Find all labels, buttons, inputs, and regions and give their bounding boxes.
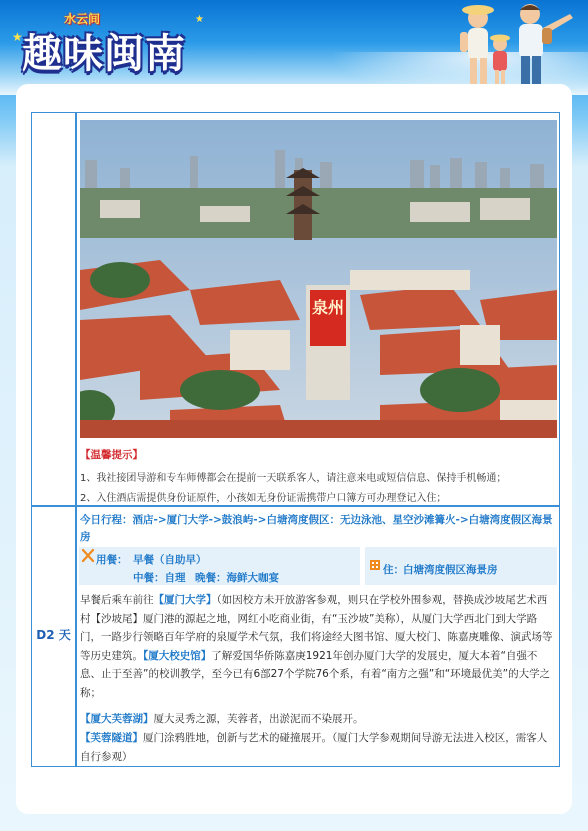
table-column-divider: [75, 112, 77, 767]
header-banner: [0, 0, 588, 95]
sign-char-1: 泉州: [311, 298, 345, 317]
star-icon: ★: [12, 30, 23, 44]
hotel-label: 住：: [383, 564, 404, 576]
highlight-furong-lake: 【厦大芙蓉湖】: [80, 713, 154, 725]
para-text: 了解爱国华侨陈嘉庚1921年创办厦门大学的发展史，厦大本着“自强不息、止于至善”的校训教学，至今已有6部27个学院76个系，有着“南方之强”和“环境最优美”的大学之称；: [80, 649, 551, 699]
description-para-2: [80, 710, 556, 729]
tip-item: 2、入住酒店需提供身份证原件，小孩如无身份证需携带户口簿方可办理登记入住；: [80, 493, 447, 504]
highlight-xiamen-university: 【厦门大学】: [153, 594, 217, 606]
quanzhou-city-photo: [80, 120, 557, 438]
para-text: 早餐后乘车前往: [80, 594, 154, 606]
family-illustration: [430, 0, 588, 95]
highlight-history-museum: 【厦大校史馆】: [143, 649, 212, 662]
description-para-1: [80, 591, 556, 702]
logo-subtitle: 水云间: [64, 12, 101, 26]
breakfast-info: 早餐（自助早）: [133, 554, 207, 566]
itinerary-label: 今日行程：: [80, 514, 133, 526]
itinerary-route: [80, 512, 556, 546]
day-label: D2 天: [36, 628, 71, 642]
itinerary-text: 酒店->厦门大学->鼓浪屿->白塘湾度假区：无边泳池、星空沙滩篝火->白塘湾度假区海景房: [80, 514, 553, 543]
dinner-info: 晚餐：海鲜大咖宴: [195, 572, 279, 584]
hotel-icon: [369, 557, 383, 571]
star-icon: ★: [195, 14, 204, 25]
utensils-icon: [81, 549, 95, 563]
para-text: 厦大灵秀之源，芙蓉者，出淤泥而不染展开。: [153, 713, 364, 725]
meals-label: 用餐：: [96, 554, 128, 566]
description-para-3: [80, 729, 556, 766]
hotel-value: 白塘湾度假区海景房: [403, 564, 498, 576]
lunch-info: 中餐：自理: [133, 572, 186, 584]
table-row-divider: [31, 505, 560, 507]
tip-item: 1、我社接团导游和专车师傅都会在提前一天联系客人，请注意来电或短信信息、保持手机畅通；: [80, 473, 507, 484]
highlight-furong-tunnel: 【芙蓉隧道】: [80, 732, 143, 744]
tips-title: 【温馨提示】: [80, 449, 143, 461]
logo-title: 趣味闽南: [22, 31, 186, 77]
para-text: （如因校方未开放游客参观，则只在学校外围参观，替换成沙坡尾艺术西村【沙坡尾】厦门港的源起之地，网红小吃商业街，有“玉沙坡”美称），从厦门大学西北门到大学路门，一路步行领略百年学府的泉厦学术气氛，我们将途经大图书馆、厦大校门、陈嘉庚雕像、演武场等等历史建筑。: [80, 594, 553, 662]
para-text: 厦门涂鸦胜地，创新与艺术的碰撞展开。（厦门大学参观期间导游无法进入校区，需客人自行参观）: [80, 732, 548, 763]
